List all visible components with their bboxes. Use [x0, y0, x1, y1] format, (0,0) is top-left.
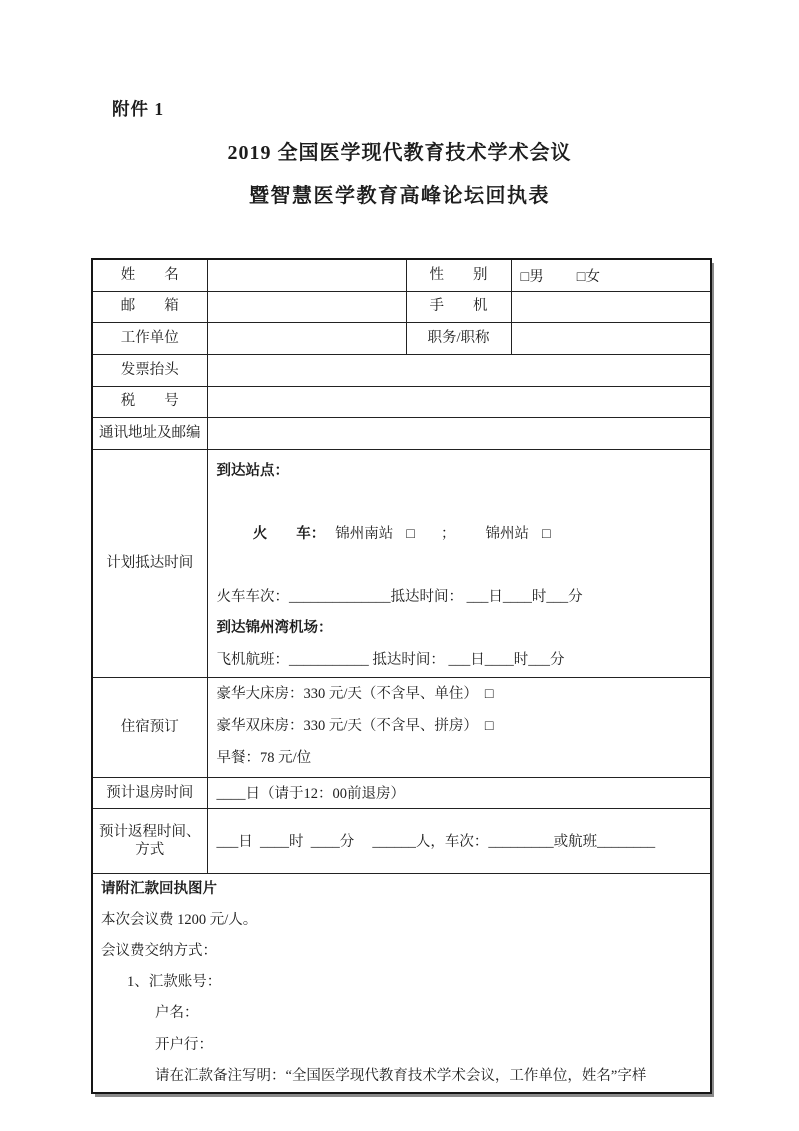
position-label: 职务/职称 [406, 322, 511, 354]
tax-number-input-cell[interactable] [207, 386, 711, 417]
payment-method-line: 会议费交纳方式： [101, 943, 217, 960]
king-room-option[interactable] [208, 678, 711, 710]
airport-header: 到达锦州湾机场： [216, 620, 333, 637]
conference-fee-line: 本次会议费 1200 元/人。 [101, 911, 258, 928]
checkout-time-label: 预计退房时间 [92, 777, 207, 808]
attachment-label: 附件 1 [112, 99, 165, 119]
registration-form-table [91, 258, 712, 1094]
train-station-main-label: 锦州站 [485, 525, 530, 542]
mobile-label: 手 机 [406, 291, 511, 322]
train-options-separator: ； [441, 525, 456, 542]
invoice-title-input-cell[interactable] [207, 354, 711, 386]
female-option-label: 女 [585, 268, 601, 285]
train-station-south-label: 锦州南站 [335, 525, 394, 542]
gender-options-cell [511, 259, 711, 291]
twin-room-option[interactable] [208, 710, 711, 742]
train-station-main-option[interactable] [486, 526, 551, 542]
arrival-station-header: 到达站点： [216, 462, 289, 479]
address-label: 通讯地址及邮编 [92, 417, 207, 449]
remittance-memo-line: 请在汇款备注写明：“全国医学现代教育技术学术会议，工作单位，姓名”字样 [155, 1067, 647, 1084]
name-label: 姓 名 [92, 259, 207, 291]
arrival-time-label: 计划抵达时间 [92, 449, 207, 677]
address-input-cell[interactable] [207, 417, 711, 449]
gender-label: 性 别 [406, 259, 511, 291]
male-option-label: 男 [529, 268, 544, 285]
document-title-line2: 暨智慧医学教育高峰论坛回执表 [249, 185, 550, 207]
payment-info-cell [92, 873, 711, 1093]
email-input-cell[interactable] [207, 291, 406, 322]
lodging-details-cell [207, 677, 711, 777]
train-station-main-checkbox-icon[interactable]: □ [542, 525, 551, 542]
return-trip-value[interactable]: ___日 ____时 ____分 ______人，车次：_________或航班________ [207, 808, 711, 873]
train-label: 火 车： [252, 525, 326, 542]
train-number-line[interactable]: 火车车次：______________抵达时间： ___日____时___分 [216, 588, 583, 605]
female-checkbox-icon[interactable]: □ [576, 268, 586, 285]
breakfast-line: 早餐：78 元/位 [216, 749, 312, 766]
work-unit-label: 工作单位 [92, 322, 207, 354]
name-input-cell[interactable] [207, 259, 406, 291]
lodging-label: 住宿预订 [92, 677, 207, 777]
return-trip-label [92, 808, 207, 873]
train-station-south-checkbox-icon[interactable]: □ [406, 525, 416, 542]
remittance-account-line: 1、汇款账号： [127, 974, 222, 991]
email-label: 邮 箱 [92, 291, 207, 322]
flight-number-line[interactable]: 飞机航班：___________ 抵达时间： ___日____时___分 [216, 652, 565, 669]
arrival-details-cell [207, 449, 711, 677]
position-input-cell[interactable] [511, 322, 711, 354]
return-trip-label-line2: 方式 [135, 841, 165, 858]
work-unit-input-cell[interactable] [207, 322, 406, 354]
mobile-input-cell[interactable] [511, 291, 711, 322]
invoice-title-label: 发票抬头 [92, 354, 207, 386]
twin-room-checkbox-icon[interactable]: □ [484, 717, 494, 734]
document-title-line1: 2019 全国医学现代教育技术学术会议 [227, 142, 572, 164]
bank-line: 开户行： [155, 1036, 213, 1053]
tax-number-label: 税 号 [92, 386, 207, 417]
male-checkbox-icon[interactable]: □ [520, 268, 530, 285]
account-name-line: 户名： [155, 1005, 199, 1022]
train-options-line [208, 487, 711, 582]
train-station-south-option[interactable] [335, 526, 415, 542]
return-trip-label-line1: 预计返程时间、 [99, 823, 201, 840]
gender-male-option[interactable] [521, 269, 544, 285]
checkout-time-value[interactable]: ____日（请于12：00前退房） [207, 777, 711, 808]
payment-receipt-header: 请附汇款回执图片 [101, 880, 217, 897]
twin-room-label: 豪华双床房：330 元/天（不含早、拼房） [216, 717, 478, 734]
king-room-checkbox-icon[interactable]: □ [484, 685, 494, 702]
king-room-label: 豪华大床房：330 元/天（不含早、单住） [216, 685, 478, 702]
gender-female-option[interactable] [577, 269, 600, 285]
